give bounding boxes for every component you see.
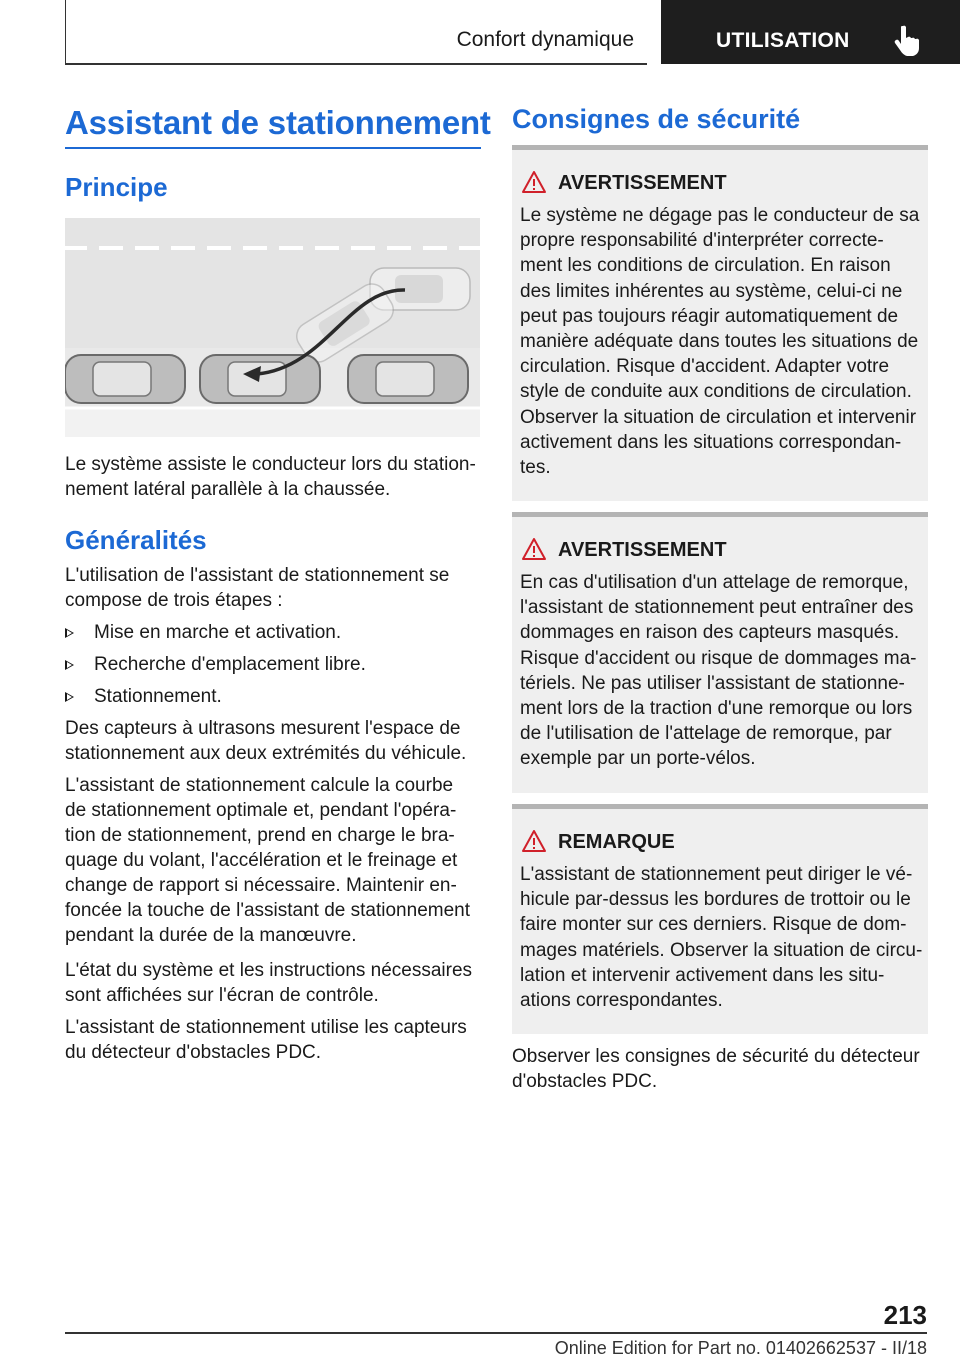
warning-heading: AVERTISSEMENT — [558, 539, 727, 561]
note-heading: REMARQUE — [558, 831, 675, 853]
bullet-triangle-icon — [65, 660, 74, 670]
page-number: 213 — [883, 1300, 927, 1330]
warning-text: Le système ne dégage pas le conducteur de sa propre responsabilité d'interpréter correcte- ment les conditions de circulation. En raison des limites inhérentes au système, celui-ci ne peut pas toujours réagir automatiquement de manière adéquate dans toutes les situations de circulation. Risque d'accident. Adapter votre style de conduite aux conditions de circulation. Observer la situation de circulation et intervenir activement dans les situations correspondan- tes. — [520, 205, 920, 479]
car-right — [348, 355, 468, 403]
page-title: Assistant de stationnement — [65, 104, 491, 141]
header-chapter-tab[interactable] — [661, 0, 960, 64]
title-rule — [65, 147, 481, 149]
body-paragraph: L'assistant de stationnement calcule la courbe de stationnement optimale et, pendant l'opéra- tion de stationnement, prend en charge le bra- quage du volant, l'accélération et le freinage et change de rapport si nécessaire. Maintenir en- foncée la touche de l'assistant de stationnement pendant la durée de la manœuvre. — [65, 775, 471, 946]
footer-rule — [65, 1332, 927, 1334]
note-text: L'assistant de stationnement peut diriger le vé- hicule par-dessus les bordures de trottoir ou le faire monter sur ces derniers. Risque de dom- mages matériels. Observer la situation de circu- lation et intervenir activement dans les situ- ations correspondantes. — [520, 864, 923, 1012]
general-intro: L'utilisation de l'assistant de stationnement se compose de trois étapes : — [65, 565, 450, 611]
car-parking — [200, 355, 320, 403]
warning-triangle-icon — [521, 537, 547, 561]
bullet-triangle-icon — [65, 628, 74, 638]
warning-box — [512, 145, 928, 501]
body-paragraph: L'assistant de stationnement utilise les capteurs du détecteur d'obstacles PDC. — [65, 1017, 467, 1063]
warning-text: En cas d'utilisation d'un attelage de remorque, l'assistant de stationnement peut entraîner des dommages en raison des capteurs masqués. Risque d'accident ou risque de dommages ma- tériels. Ne pas utiliser l'assistant de stationne- ment lors de la traction d'une remorque ou lors de l'utilisation de l'attelage de remorque, par exemple par un porte-vélos. — [520, 572, 917, 770]
principle-heading: Principe — [65, 172, 168, 202]
note-box — [512, 804, 928, 1034]
general-heading: Généralités — [65, 525, 207, 555]
body-paragraph: L'état du système et les instructions nécessaires sont affichées sur l'écran de contrôle. — [65, 960, 473, 1006]
warning-heading: AVERTISSEMENT — [558, 172, 727, 194]
header-left-rule — [65, 0, 66, 64]
safety-heading: Consignes de sécurité — [512, 104, 801, 134]
header-chapter-label: UTILISATION — [716, 29, 850, 52]
warning-triangle-icon — [521, 829, 547, 853]
header-section-title: Confort dynamique — [456, 28, 634, 51]
warning-triangle-icon — [521, 170, 547, 194]
footer-edition: Online Edition for Part no. 01402662537 - II/18 — [554, 1338, 927, 1358]
principle-text: Le système assiste le conducteur lors du station- nement latéral parallèle à la chaussée. — [65, 454, 476, 500]
body-paragraph: Des capteurs à ultrasons mesurent l'espace de stationnement aux deux extrémités du véhicule. — [65, 718, 467, 764]
closing-text: Observer les consignes de sécurité du détecteur d'obstacles PDC. — [512, 1046, 920, 1092]
header-rule — [65, 63, 647, 65]
bullet-triangle-icon — [65, 692, 74, 702]
parking-illustration — [65, 218, 480, 437]
car-left — [65, 355, 185, 403]
pointing-hand-icon — [894, 24, 924, 56]
warning-box — [512, 512, 928, 793]
